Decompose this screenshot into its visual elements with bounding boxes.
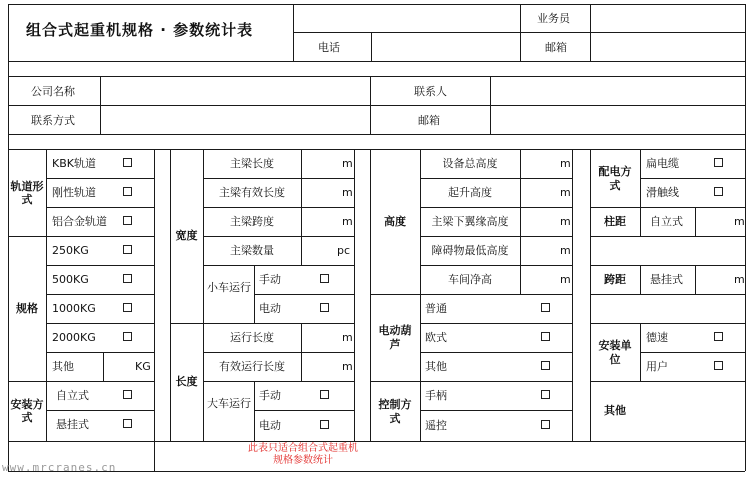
spec-other-unit: KG: [135, 360, 151, 373]
kbk-track-checkbox[interactable]: [123, 158, 132, 167]
height-row-label: 起升高度: [448, 186, 492, 199]
trolley-manual-checkbox[interactable]: [320, 274, 329, 283]
option-label: 2000KG: [52, 331, 96, 344]
hoist-other-checkbox[interactable]: [541, 361, 550, 370]
option-label: 500KG: [52, 273, 89, 286]
install-by-desu-checkbox[interactable]: [714, 332, 723, 341]
main-beam-effective-length-field[interactable]: [305, 181, 339, 205]
option-label: 铝合金轨道: [52, 215, 107, 228]
crane-electric-checkbox[interactable]: [320, 420, 329, 429]
option-label: 手动: [259, 273, 281, 286]
unit: m: [560, 157, 571, 170]
power-flat-cable-checkbox[interactable]: [714, 158, 723, 167]
trolley-label: 小车运行: [207, 281, 251, 294]
beam-flange-height-field[interactable]: [524, 210, 558, 234]
main-beam-count-field[interactable]: [305, 239, 335, 263]
other-field[interactable]: [644, 384, 742, 438]
unit: m: [342, 186, 353, 199]
option-label: 欧式: [425, 331, 447, 344]
width-group-label: 宽度: [175, 229, 198, 242]
unit: m: [342, 215, 353, 228]
height-group-label: 高度: [384, 215, 406, 228]
width-row-label: 主梁长度: [230, 157, 274, 170]
option-label: 德速: [646, 331, 668, 344]
install-by-user-checkbox[interactable]: [714, 361, 723, 370]
length-row-label: 运行长度: [230, 331, 274, 344]
install-freestanding-checkbox[interactable]: [123, 390, 132, 399]
unit: pc: [337, 244, 351, 257]
main-beam-length-field[interactable]: [305, 152, 339, 176]
power-group-label: 配电方式: [598, 165, 632, 192]
height-row-label: 设备总高度: [442, 157, 498, 170]
unit: m: [342, 157, 353, 170]
company-email-field[interactable]: [494, 108, 742, 132]
salesperson-field[interactable]: [596, 6, 742, 30]
spec-500kg-checkbox[interactable]: [123, 274, 132, 283]
email-field[interactable]: [596, 34, 742, 58]
height-row-label: 障碍物最低高度: [431, 244, 509, 257]
crane-travel-label: 大车运行: [207, 397, 251, 410]
phone-label: 电话: [318, 41, 340, 54]
workshop-clearance-field[interactable]: [524, 268, 558, 292]
hoist-standard-checkbox[interactable]: [541, 303, 550, 312]
unit: m: [560, 244, 571, 257]
other-label: 其他: [604, 404, 626, 417]
option-label: 普通: [425, 302, 447, 315]
option-label: 刚性轨道: [52, 186, 96, 199]
install-unit-group-label: 安装单位: [598, 339, 632, 366]
power-trolley-line-checkbox[interactable]: [714, 187, 723, 196]
run-length-field[interactable]: [305, 326, 339, 350]
column-spacing-label: 柱距: [604, 215, 626, 228]
control-remote-checkbox[interactable]: [541, 420, 550, 429]
main-beam-span-field[interactable]: [305, 210, 339, 234]
unit: m: [734, 273, 745, 286]
install-suspended-checkbox[interactable]: [123, 419, 132, 428]
span-spacing-option: 悬挂式: [650, 273, 683, 286]
option-label: 1000KG: [52, 302, 96, 315]
contact-method-label: 联系方式: [31, 114, 75, 127]
unit: m: [342, 360, 353, 373]
company-email-label: 邮箱: [418, 114, 440, 127]
unit: m: [560, 273, 571, 286]
hoist-group-label: 电动葫芦: [378, 324, 412, 351]
option-label: 自立式: [56, 389, 89, 402]
company-name-label: 公司名称: [31, 85, 75, 98]
option-label: 电动: [259, 302, 281, 315]
contact-person-field[interactable]: [494, 79, 742, 103]
unit: m: [734, 215, 745, 228]
trolley-electric-checkbox[interactable]: [320, 303, 329, 312]
column-spacing-option: 自立式: [650, 215, 683, 228]
company-name-field[interactable]: [104, 79, 366, 103]
width-row-label: 主梁数量: [230, 244, 274, 257]
width-row-label: 主梁跨度: [230, 215, 274, 228]
track-group-label: 轨道形式: [10, 180, 44, 206]
note-line-2: 规格参数统计: [273, 455, 333, 466]
unit: m: [560, 215, 571, 228]
option-label: 扁电缆: [646, 157, 679, 170]
spec-250kg-checkbox[interactable]: [123, 245, 132, 254]
contact-method-field[interactable]: [104, 108, 366, 132]
control-group-label: 控制方式: [378, 398, 412, 425]
length-row-label: 有效运行长度: [219, 360, 285, 373]
spec-2000kg-checkbox[interactable]: [123, 332, 132, 341]
option-label: 遥控: [425, 419, 447, 432]
spec-1000kg-checkbox[interactable]: [123, 303, 132, 312]
salesperson-label: 业务员: [537, 12, 570, 25]
obstacle-height-field[interactable]: [524, 239, 558, 263]
total-height-field[interactable]: [524, 152, 558, 176]
spec-other-field[interactable]: [107, 355, 137, 378]
email-label: 邮箱: [545, 41, 567, 54]
contact-person-label: 联系人: [414, 85, 447, 98]
option-label: 手柄: [425, 389, 447, 402]
option-label: 悬挂式: [56, 418, 89, 431]
span-spacing-field[interactable]: [699, 268, 729, 292]
lifting-height-field[interactable]: [524, 181, 558, 205]
control-handle-checkbox[interactable]: [541, 390, 550, 399]
note-line-1: 此表只适合组合式起重机: [248, 443, 358, 454]
hoist-european-checkbox[interactable]: [541, 332, 550, 341]
phone-field[interactable]: [378, 34, 516, 58]
spec-other-label: 其他: [52, 360, 74, 373]
width-row-label: 主梁有效长度: [219, 186, 285, 199]
option-label: 手动: [259, 389, 281, 402]
form-title: 组合式起重机规格 · 参数统计表: [26, 21, 254, 39]
spec-group-label: 规格: [16, 302, 38, 315]
effective-run-length-field[interactable]: [305, 355, 339, 379]
crane-manual-checkbox[interactable]: [320, 390, 329, 399]
span-spacing-label: 跨距: [604, 273, 626, 286]
watermark: www.mrcranes.cn: [2, 461, 117, 474]
aluminum-track-checkbox[interactable]: [123, 216, 132, 225]
option-label: KBK轨道: [52, 157, 96, 170]
option-label: 电动: [259, 419, 281, 432]
option-label: 滑触线: [646, 186, 679, 199]
rigid-track-checkbox[interactable]: [123, 187, 132, 196]
height-row-label: 车间净高: [448, 273, 492, 286]
option-label: 用户: [646, 360, 668, 373]
height-row-label: 主梁下翼缘高度: [431, 215, 509, 228]
option-label: 其他: [425, 360, 447, 373]
length-group-label: 长度: [175, 375, 198, 388]
column-spacing-field[interactable]: [699, 210, 729, 234]
option-label: 250KG: [52, 244, 89, 257]
unit: m: [342, 331, 353, 344]
install-group-label: 安装方式: [10, 398, 44, 424]
unit: m: [560, 186, 571, 199]
